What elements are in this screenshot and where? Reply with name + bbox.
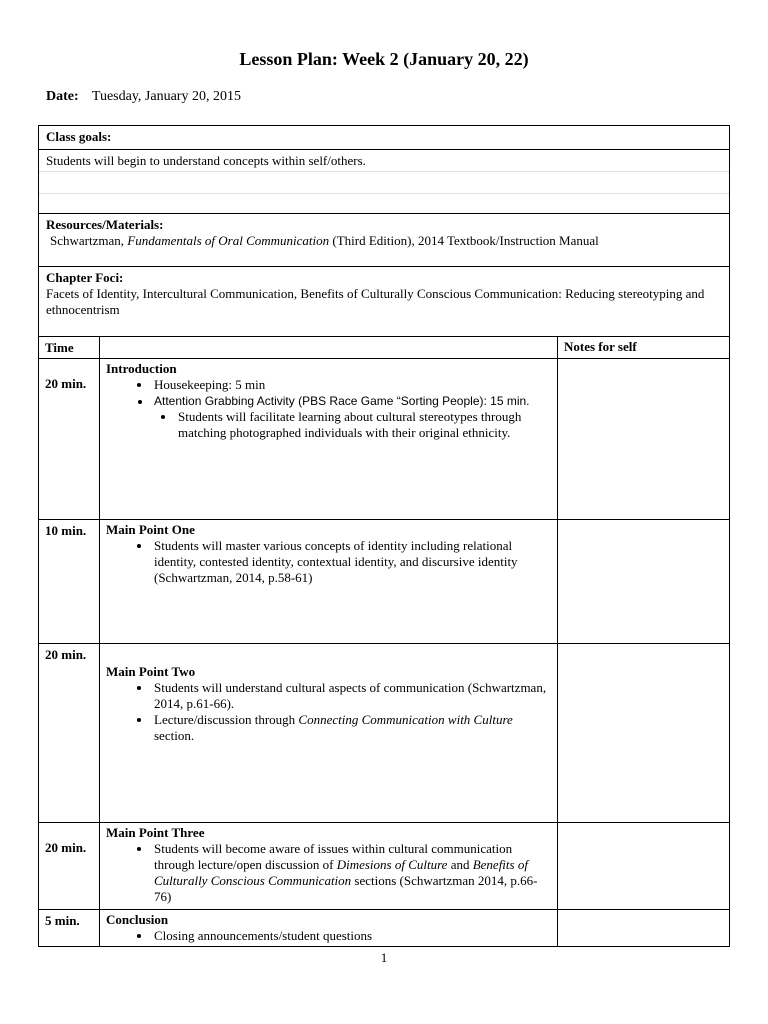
list-item: • Students will understand cultural aspects of communication (Schwartzman, 2014, p.61-66). bbox=[152, 680, 551, 712]
resources-rest: (Third Edition), 2014 Textbook/Instruction Manual bbox=[332, 233, 599, 248]
list-item: • Attention Grabbing Activity (PBS Race Game “Sorting People): 15 min. • Students will facilitate learning about cultural stereotypes through matching photographed individuals with their original ethnicity. bbox=[152, 393, 551, 441]
chapter-foci-text: Facets of Identity, Intercultural Communication, Benefits of Culturally Conscious Communication: Reducing stereotyping and ethnocentrism bbox=[46, 286, 705, 317]
time-cell: 20 min. bbox=[39, 359, 100, 520]
time-cell: 10 min. bbox=[39, 520, 100, 644]
resources-text bbox=[39, 233, 729, 249]
schedule-table bbox=[38, 336, 730, 947]
bullet-list bbox=[106, 377, 551, 441]
list-item: • Closing announcements/student questions bbox=[152, 928, 551, 944]
class-goals-text: Students will begin to understand concepts within self/others. bbox=[39, 149, 729, 171]
table-row-introduction bbox=[39, 359, 730, 520]
list-item: • Students will facilitate learning about cultural stereotypes through matching photographed individuals with their original ethnicity. bbox=[176, 409, 551, 441]
notes-cell bbox=[558, 644, 730, 823]
table-row-main-point-one bbox=[39, 520, 730, 644]
notes-cell bbox=[558, 359, 730, 520]
notes-header: Notes for self bbox=[558, 337, 730, 359]
resources-author: Schwartzman, bbox=[50, 233, 125, 248]
segment-title: Main Point Three bbox=[106, 825, 205, 840]
list-item: • Students will master various concepts of identity including relational identity, contested identity, contextual identity, and discursive identity (Schwartzman, 2014, p.58-61) bbox=[152, 538, 551, 586]
content-cell bbox=[100, 910, 558, 947]
notes-cell bbox=[558, 823, 730, 910]
table-row-main-point-three bbox=[39, 823, 730, 910]
date-line bbox=[46, 89, 241, 105]
chapter-foci-box bbox=[38, 266, 730, 337]
content-cell bbox=[100, 520, 558, 644]
page-title: Lesson Plan: Week 2 (January 20, 22) bbox=[239, 49, 529, 69]
segment-title: Main Point Two bbox=[106, 664, 196, 679]
list-item: • Students will become aware of issues within cultural communication through lecture/open discussion of Dimesions of Culture and Benefits of Culturally Conscious Communication sections (Schwartzman 2014, p.66-76) bbox=[152, 841, 551, 905]
list-item: • Housekeeping: 5 min bbox=[152, 377, 551, 393]
bullet-list bbox=[106, 841, 551, 905]
date-value: Tuesday, January 20, 2015 bbox=[91, 89, 241, 104]
content-cell bbox=[100, 359, 558, 520]
date-label: Date: bbox=[46, 89, 79, 104]
notes-cell bbox=[558, 910, 730, 947]
italic-section-name: Connecting Communication with Culture bbox=[298, 712, 513, 727]
content-cell bbox=[100, 823, 558, 910]
segment-title: Main Point One bbox=[106, 522, 195, 537]
time-cell: 20 min. bbox=[39, 823, 100, 910]
list-item: • Lecture/discussion through Connecting Communication with Culture section. bbox=[152, 712, 551, 744]
time-header: Time bbox=[39, 337, 100, 359]
class-goals-label: Class goals: bbox=[46, 129, 112, 144]
resources-label: Resources/Materials: bbox=[46, 217, 164, 232]
blank-line bbox=[39, 171, 729, 193]
chapter-foci-label: Chapter Foci: bbox=[46, 270, 124, 285]
blank-line bbox=[39, 193, 729, 215]
table-header-row bbox=[39, 337, 730, 359]
resources-box bbox=[38, 213, 730, 267]
table-row-main-point-two bbox=[39, 644, 730, 823]
segment-title: Introduction bbox=[106, 361, 177, 376]
notes-cell bbox=[558, 520, 730, 644]
bullet-list bbox=[106, 928, 551, 944]
sub-bullet-list bbox=[154, 409, 551, 441]
content-header bbox=[100, 337, 558, 359]
time-cell: 5 min. bbox=[39, 910, 100, 947]
bullet-list bbox=[106, 680, 551, 744]
bullet-list bbox=[106, 538, 551, 586]
class-goals-box bbox=[38, 125, 730, 214]
resources-book-title: Fundamentals of Oral Communication bbox=[127, 233, 330, 248]
time-cell: 20 min. bbox=[39, 644, 100, 823]
segment-title: Conclusion bbox=[106, 912, 169, 927]
content-cell bbox=[100, 644, 558, 823]
page-number: 1 bbox=[380, 950, 388, 965]
table-row-conclusion bbox=[39, 910, 730, 947]
